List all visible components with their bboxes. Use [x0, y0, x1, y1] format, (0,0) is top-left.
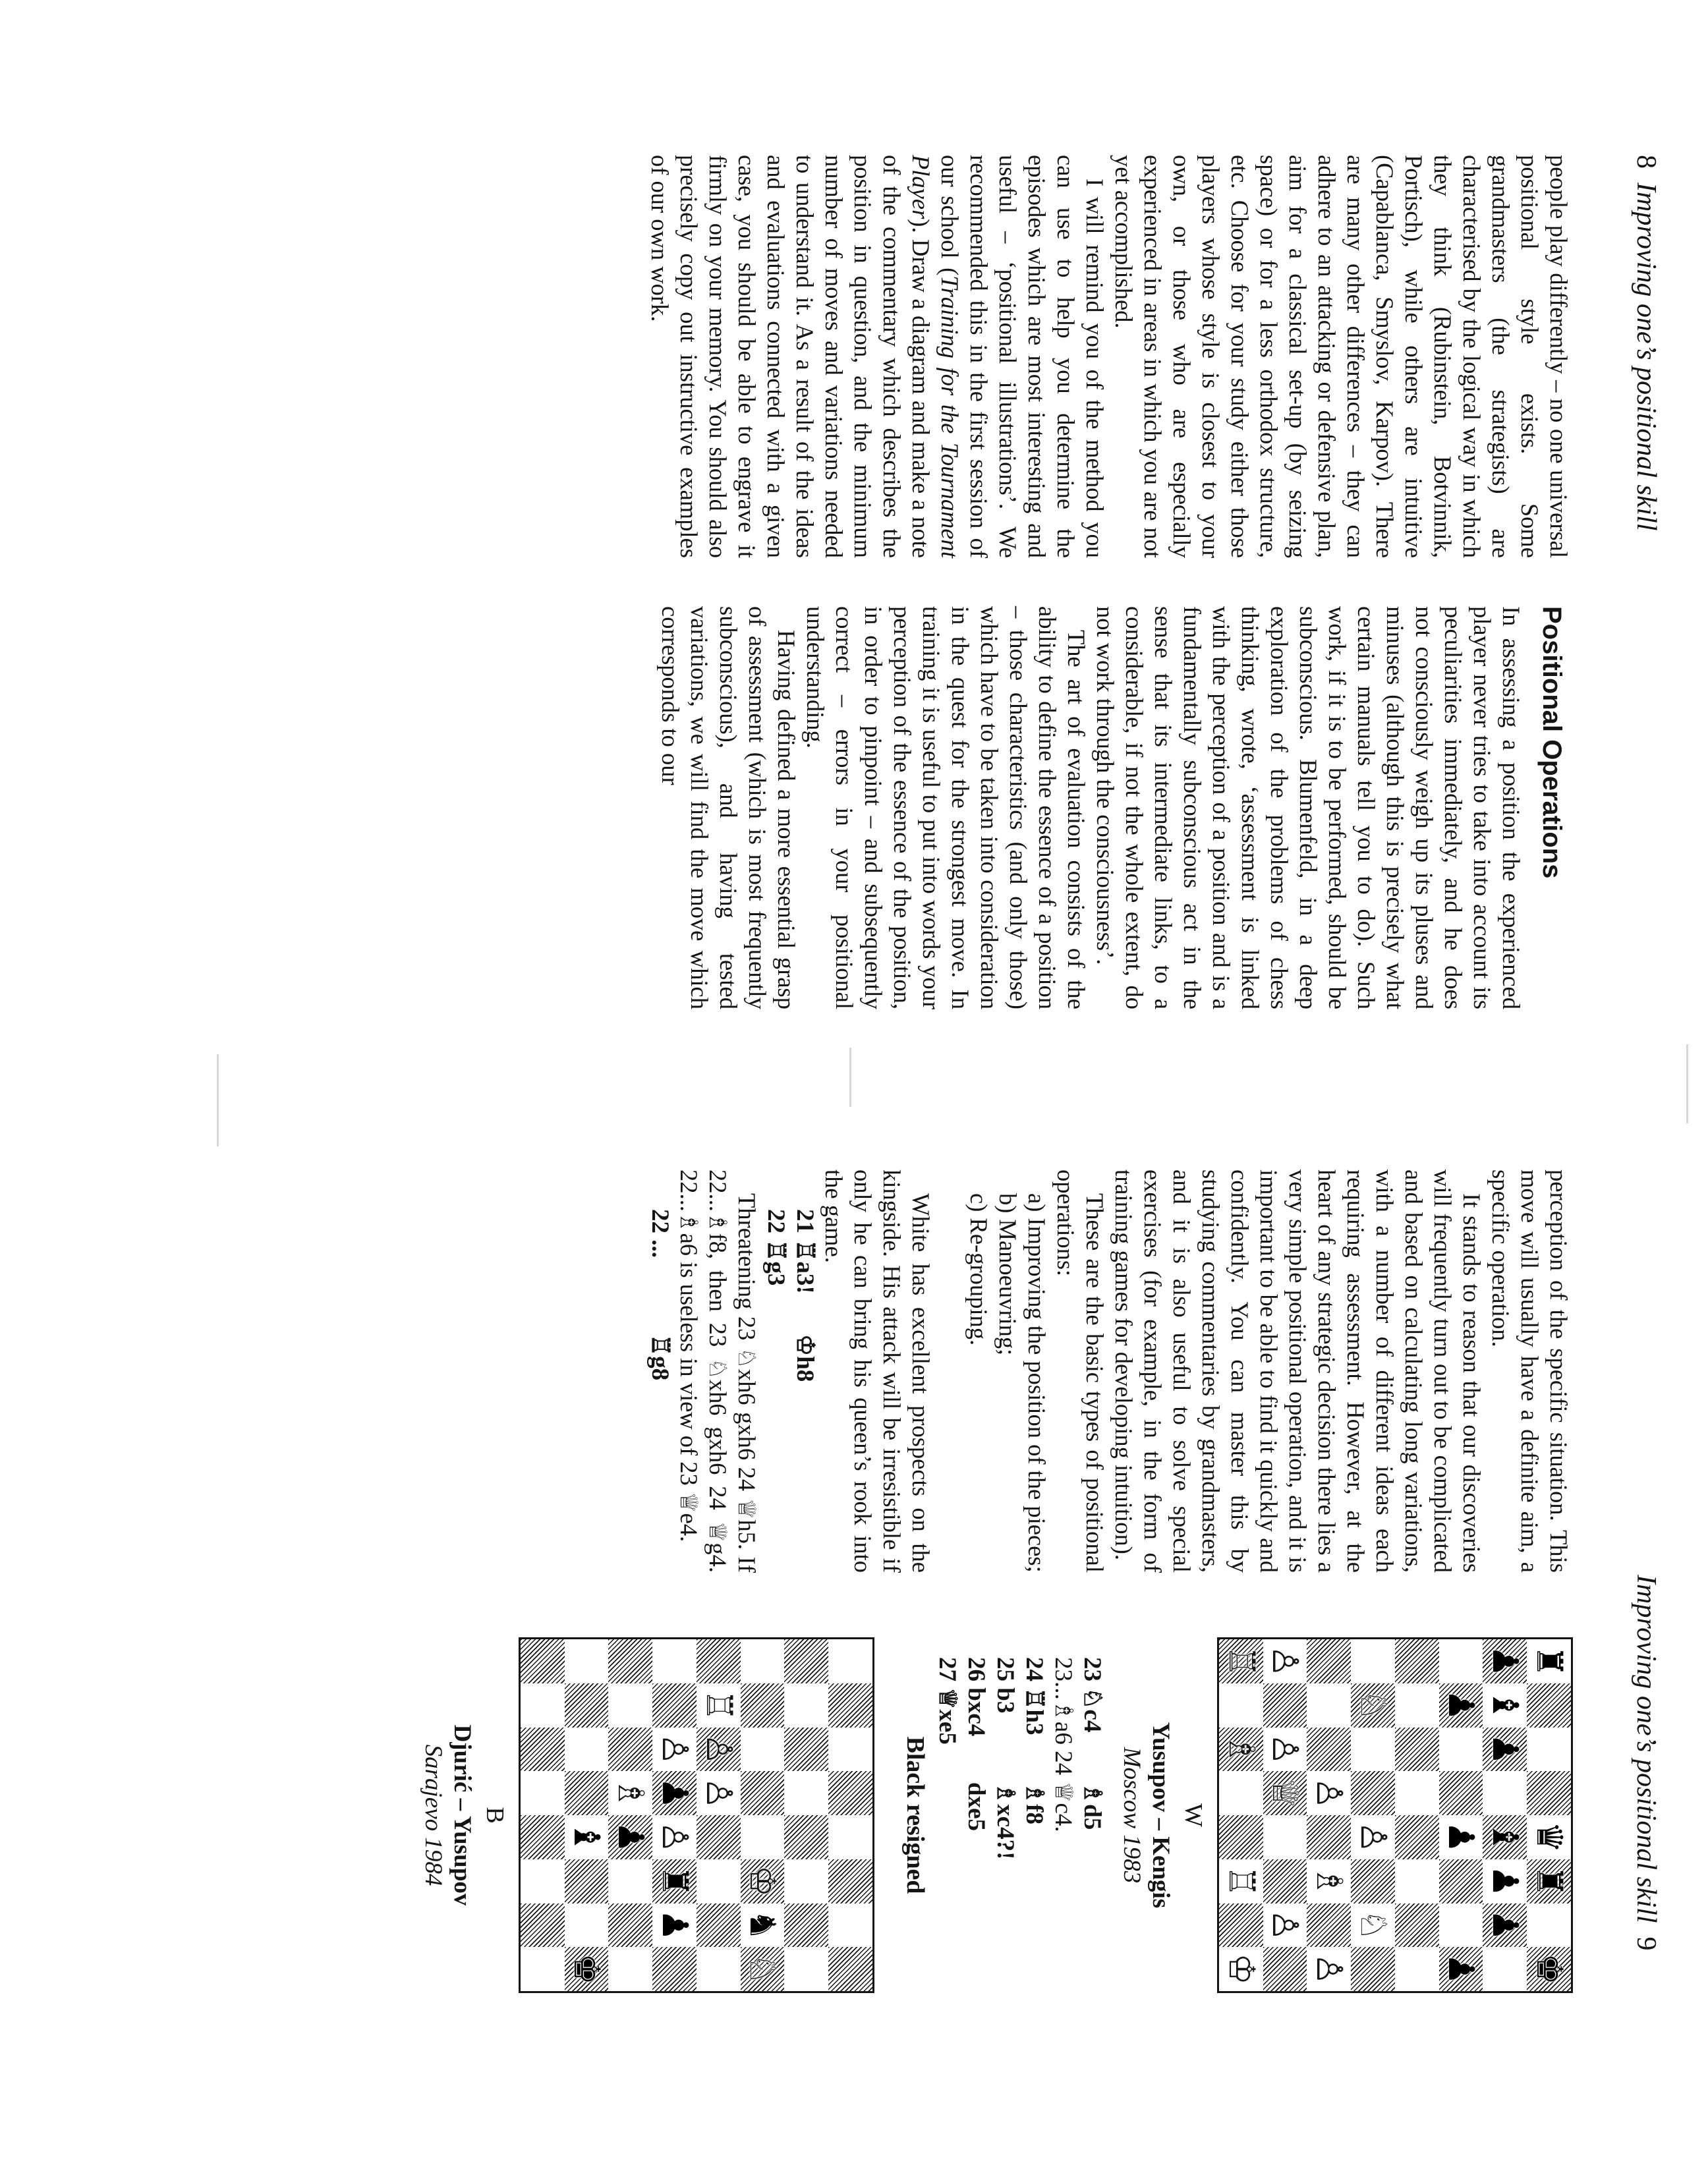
board-square-c5	[1395, 1728, 1439, 1772]
board-square-c3	[1307, 1728, 1352, 1772]
chess-piece-f7: ♟	[1485, 1865, 1527, 1898]
board-square-h2	[1263, 1947, 1307, 1991]
chess-piece-a1: ♖	[1220, 1645, 1263, 1677]
board-square-b2	[565, 1683, 609, 1728]
chess-piece-f3: ♗	[1309, 1865, 1351, 1898]
chess-piece-e4: ♙	[654, 1821, 696, 1853]
paragraph: Having defined a more essential grasp of assessment (which is most frequently subconscious), and having tested variations, we will find the move which corresponds to our	[657, 606, 800, 1009]
move-row: 26 bxc4 dxe5	[963, 1657, 990, 1831]
right-page-column-2	[418, 1618, 1573, 2013]
paragraph: The art of evaluation consists of the ability to define the essence of a position – those characteristics (and only those) which have to be taken into consideration in the quest for the strongest move. In training it is useful to put into words your perception of the essence of the position, in order to pinpoint – and subsequently correct – errors in your positional understanding.	[802, 606, 1090, 1009]
chess-piece-h6: ♘	[742, 1953, 784, 1985]
board-square-b1	[1219, 1683, 1263, 1728]
game-result: Black resigned	[901, 1736, 929, 1894]
board-square-f8	[828, 1859, 872, 1903]
chess-piece-f8: ♜	[1529, 1865, 1570, 1898]
board-square-g1	[521, 1903, 565, 1948]
board-square-h5	[1395, 1947, 1439, 1991]
players: Djurić – Yusupov	[449, 1724, 476, 1906]
board-square-b3	[609, 1683, 653, 1728]
chess-piece-d3: ♙	[1309, 1777, 1351, 1809]
paragraph: It stands to reason that our discoveries will frequently turn out to be complicated and based on calculating long variations, with a number of different ideas each requiring assessment. However, at the heart of any strategic decision there lies a very simple positional operation, and it is important to be able to find it quickly and confidently. You can master this by studying commentaries by grandmasters, and it is also useful to solve special exercises (for example, in the form of training games for developing intuition).	[1110, 1169, 1485, 1573]
board-square-h1	[521, 1947, 565, 1991]
board-square-a3	[609, 1639, 653, 1683]
board-square-a2	[565, 1639, 609, 1683]
board-square-h7	[1483, 1947, 1527, 1991]
board-square-e8	[828, 1815, 872, 1859]
board-square-g3	[609, 1903, 653, 1948]
board-square-b4	[652, 1683, 697, 1728]
left-page-header	[1630, 155, 1662, 531]
board-square-g3	[1307, 1903, 1352, 1948]
board-square-b1	[521, 1683, 565, 1728]
chess-diagram-djuric-yusupov	[519, 1637, 874, 1993]
board-square-d8	[828, 1771, 872, 1815]
board-square-e2	[1263, 1815, 1307, 1859]
move-note: 23...♗a6 24 ♕c4.	[1050, 1657, 1077, 1832]
board-square-g8	[1527, 1903, 1571, 1948]
board-square-g7	[785, 1903, 829, 1948]
chess-diagram-yusupov-kengis	[1217, 1637, 1573, 1993]
board-square-a8	[828, 1639, 872, 1683]
move-list	[761, 1209, 819, 1486]
board-square-e7	[785, 1815, 829, 1859]
chess-piece-e6: ♟	[1440, 1821, 1483, 1853]
board-square-a6	[741, 1639, 785, 1683]
chess-piece-g6: ♞	[742, 1909, 784, 1942]
chess-piece-e4: ♙	[1353, 1821, 1394, 1853]
board-square-g5	[697, 1903, 741, 1948]
board-square-c1	[521, 1728, 565, 1772]
board-square-f5	[697, 1859, 741, 1903]
chess-piece-b4: ♘	[1353, 1689, 1394, 1722]
board-square-c6	[1439, 1728, 1483, 1772]
chess-piece-d5: ♙	[698, 1777, 740, 1809]
board-square-g6	[1439, 1903, 1483, 1948]
chess-piece-c7: ♟	[1485, 1733, 1527, 1766]
board-square-a3	[1307, 1639, 1352, 1683]
paragraph: These are the basic types of positional operations:	[1052, 1169, 1108, 1573]
chess-piece-d3: ♗	[610, 1777, 652, 1809]
paragraph: perception of the specific situation. This move will usually have a definite aim, a specific operation.	[1487, 1169, 1572, 1573]
chess-piece-f4: ♜	[654, 1865, 696, 1898]
chess-piece-c5: ♙	[698, 1733, 740, 1766]
chess-piece-a8: ♜	[1529, 1645, 1570, 1677]
board-square-b3	[1307, 1683, 1352, 1728]
left-page-column-1	[645, 155, 1573, 558]
board-square-e5	[1395, 1815, 1439, 1859]
board-square-f3	[609, 1859, 653, 1903]
chess-piece-c2: ♙	[1265, 1733, 1307, 1766]
board-square-d7	[1483, 1771, 1527, 1815]
board-square-d4	[1351, 1771, 1395, 1815]
board-square-a7	[785, 1639, 829, 1683]
board-square-f4	[1351, 1859, 1395, 1903]
board-square-b8	[1527, 1683, 1571, 1728]
board-square-b7	[785, 1683, 829, 1728]
operations-list	[964, 1169, 1051, 1573]
left-page-column-2	[656, 606, 1573, 1009]
scan-artifact	[1686, 1044, 1688, 1123]
chess-piece-g2: ♙	[1265, 1909, 1307, 1942]
paragraph: I will remind you of the method you can use to help you determine the episodes which are most interesting and useful – ‘positional illustrations’. We recommended this in the first session of our school (Training for the Tournament Player). Draw a diagram and make a note of the commentary which describes the position in question, and the minimum number of moves and variations needed to understand it. As a result of the ideas and evaluations connected with a given case, you should be able to engrave it firmly on your memory. You should also precisely copy out instructive examples of our own work.	[646, 155, 1108, 559]
board-square-d7	[785, 1771, 829, 1815]
board-square-f7	[785, 1859, 829, 1903]
chess-piece-g4: ♘	[1353, 1909, 1394, 1942]
chess-piece-f1: ♖	[1220, 1865, 1263, 1898]
board-square-f5	[1395, 1859, 1439, 1903]
list-item: c) Re-grouping.	[965, 1193, 992, 1346]
board-square-a4	[1351, 1639, 1395, 1683]
chess-piece-a7: ♟	[1485, 1645, 1527, 1677]
board-square-d2	[565, 1771, 609, 1815]
board-square-h4	[1351, 1947, 1395, 1991]
right-page-header	[1630, 1575, 1662, 1951]
chess-piece-h3: ♙	[1309, 1953, 1351, 1985]
move-row: 24 ♖h3 ♗f8	[1021, 1657, 1048, 1824]
board-square-c6	[741, 1728, 785, 1772]
chess-piece-g4: ♟	[654, 1909, 696, 1942]
move-row: 21 ♖a3! ♔h8	[791, 1209, 818, 1382]
board-square-a4	[652, 1639, 697, 1683]
chess-piece-h1: ♔	[1220, 1953, 1263, 1985]
board-square-h4	[652, 1947, 697, 1991]
book-title: Training for the Tournament Player	[907, 155, 963, 559]
board-square-g2	[565, 1903, 609, 1948]
side-to-move: B	[481, 1807, 509, 1824]
chess-piece-b6: ♟	[1440, 1689, 1483, 1722]
board-square-d1	[1219, 1771, 1263, 1815]
board-square-d1	[521, 1771, 565, 1815]
move-row: 22 ... ♖g8	[646, 1209, 673, 1381]
board-square-b8	[828, 1683, 872, 1728]
board-square-a1	[521, 1639, 565, 1683]
chess-piece-b5: ♖	[698, 1689, 740, 1722]
board-square-h5	[697, 1947, 741, 1991]
board-square-b2	[1263, 1683, 1307, 1728]
chess-piece-d2: ♕	[1265, 1777, 1307, 1809]
list-item: a) Improving the position of the pieces;	[1023, 1193, 1050, 1573]
board-square-b5	[1395, 1683, 1439, 1728]
chess-piece-a2: ♙	[1265, 1645, 1307, 1677]
board-square-d8	[1527, 1771, 1571, 1815]
move-list	[645, 1209, 674, 1486]
move-row: 27 ♕xe5	[934, 1657, 961, 1745]
board-square-c2	[565, 1728, 609, 1772]
board-square-g5	[1395, 1903, 1439, 1948]
chess-piece-f6: ♔	[742, 1865, 784, 1898]
board-square-g8	[828, 1903, 872, 1948]
board-square-d5	[1395, 1771, 1439, 1815]
board-square-d6	[1439, 1771, 1483, 1815]
chess-piece-e2: ♝	[566, 1821, 608, 1853]
side-to-move: W	[1180, 1803, 1207, 1827]
move-row: 23 ♘c4 ♗d5	[1079, 1657, 1106, 1830]
paragraph: In assessing a position the experienced player never tries to take into account its peculiarities immediately, and he does not consciously weigh up its pluses and minuses (although this is precisely what certain manuals tell you to do). Such work, if it is to be performed, should be subconscious. Blumenfeld, in a deep exploration of the problems of chess thinking, wrote, ‘assessment is linked with the perception of a position and is a fundamentally subconscious act in the sense that its intermediate links, to a considerable, if not the whole extent, do not work through the consciousness’.	[1092, 606, 1525, 1009]
right-running-head: Improving one’s positional skill	[1631, 1575, 1661, 1923]
left-running-head: Improving one’s positional skill	[1631, 183, 1661, 531]
board-square-c3	[609, 1728, 653, 1772]
right-page-column-1	[645, 1169, 1573, 1573]
board-square-a5	[1395, 1639, 1439, 1683]
event: Moscow 1983	[1118, 1747, 1145, 1884]
chess-piece-g7: ♟	[1485, 1909, 1527, 1942]
board-square-a5	[697, 1639, 741, 1683]
move-list	[932, 1657, 1106, 1934]
chess-piece-e8: ♛	[1529, 1821, 1570, 1853]
chess-piece-h2: ♚	[566, 1953, 608, 1985]
board-square-c8	[828, 1728, 872, 1772]
move-row: 25 b3 ♗xc4?!	[992, 1657, 1019, 1860]
board-square-b6	[741, 1683, 785, 1728]
chess-piece-h8: ♚	[1529, 1953, 1570, 1985]
board-square-e6	[741, 1815, 785, 1859]
board-square-c4	[1351, 1728, 1395, 1772]
chess-piece-h6: ♟	[1440, 1953, 1483, 1985]
left-page-number: 8	[1631, 155, 1661, 169]
board-square-c8	[1527, 1728, 1571, 1772]
chess-piece-d4: ♟	[654, 1777, 696, 1809]
board-square-e1	[521, 1815, 565, 1859]
players: Yusupov – Kengis	[1147, 1722, 1174, 1909]
game-info	[418, 1618, 476, 2013]
scan-artifact	[217, 1054, 219, 1146]
board-square-f2	[1263, 1859, 1307, 1903]
board-square-f6	[1439, 1859, 1483, 1903]
board-square-g1	[1219, 1903, 1263, 1948]
right-page-number: 9	[1631, 1936, 1661, 1951]
board-square-a6	[1439, 1639, 1483, 1683]
chess-piece-c1: ♗	[1220, 1733, 1263, 1766]
paragraph: White has excellent prospects on the kingside. His attack will be irresistible if only he can bring his queen’s rook into the game.	[820, 1169, 934, 1573]
board-square-e5	[697, 1815, 741, 1859]
board-square-e3	[1307, 1815, 1352, 1859]
game-info	[1117, 1618, 1175, 2013]
event: Sarajevo 1984	[420, 1744, 447, 1886]
move-row: 22 ♖g3	[762, 1209, 789, 1286]
section-title: Positional Operations	[1537, 606, 1566, 879]
board-square-h7	[785, 1947, 829, 1991]
chess-piece-e3: ♟	[610, 1821, 652, 1853]
board-square-d6	[741, 1771, 785, 1815]
chess-piece-e7: ♝	[1485, 1821, 1527, 1853]
chess-piece-c4: ♙	[654, 1733, 696, 1766]
chess-piece-b7: ♝	[1485, 1689, 1527, 1722]
board-square-f2	[565, 1859, 609, 1903]
scan-artifact	[849, 1048, 851, 1107]
board-square-h8	[828, 1947, 872, 1991]
paragraph: people play differently – no one universal positional style exists. Some grandmasters (the strategists) are characterised by the logical way in which they think (Rubinstein, Botvinnik, Portisch), while others are intuitive (Capablanca, Smyslov, Karpov). There are many other differences – they can adhere to an attacking or defensive plan, aim for a classical set-up (by seizing space) or for a less orthodox structure, etc. Choose for your study either those players whose style is closest to your own, or those who are especially experienced in areas in which you are not yet accomplished.	[1110, 155, 1572, 558]
board-square-f1	[521, 1859, 565, 1903]
board-square-h3	[609, 1947, 653, 1991]
paragraph: Threatening 23 ♘xh6 gxh6 24 ♕h5. If 22...♗f8, then 23 ♘xh6 gxh6 24 ♕g4. 22...♗a6 is useless in view of 23 ♕e4.	[675, 1169, 760, 1573]
board-square-e1	[1219, 1815, 1263, 1859]
board-square-c7	[785, 1728, 829, 1772]
list-item: b) Manoeuvring;	[994, 1193, 1021, 1356]
